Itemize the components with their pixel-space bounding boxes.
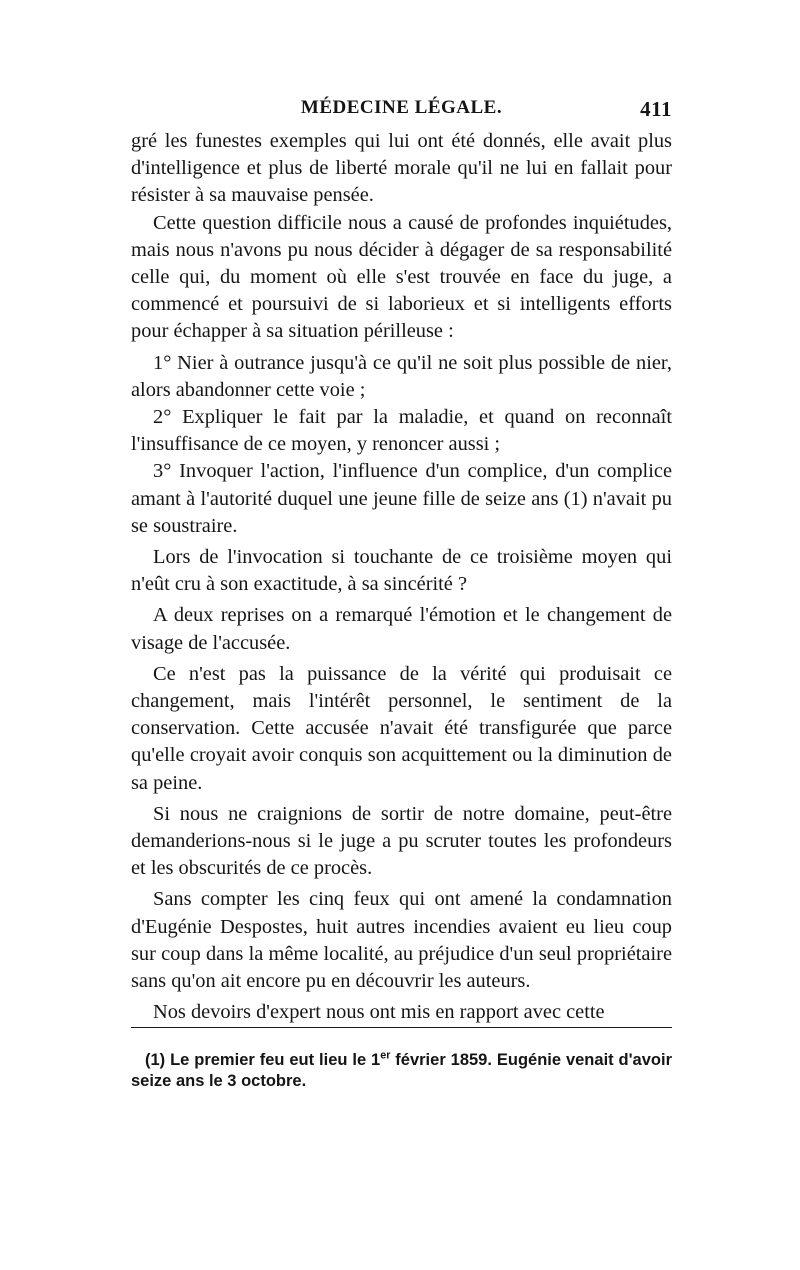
paragraph: Si nous ne craignions de sortir de notre domaine, peut-être demanderions-nous si le juge a pu scruter toutes les profondeurs et les obscurités de ce procès. (131, 802, 672, 880)
footnote-reference: (1) (563, 487, 588, 510)
running-title: MÉDECINE LÉGALE. (300, 97, 503, 118)
page-header (131, 97, 672, 125)
paragraph: A deux reprises on a remarqué l'émotion et le changement de visage de l'accusée. (131, 604, 672, 654)
paragraph: Sans compter les cinq feux qui ont amené la condamnation d'Eugénie Despostes, huit autres incendies avaient eu lieu coup sur coup dans la même localité, au préjudice d'un seul propriétaire sans qu'on ait encore pu en découvrir les auteurs. (131, 888, 672, 993)
paragraph-continuation: gré les funestes exemples qui lui ont été donnés, elle avait plus d'intelligence et plus de liberté morale qu'il ne lui en fallait pour résister à sa mauvaise pensée. (131, 130, 672, 207)
footnote-text: Le premier feu eut lieu le 1 (165, 1051, 381, 1069)
list-item-1: 1° Nier à outrance jusqu'à ce qu'il ne soit plus possible de nier, alors abandonner cette voie ; (131, 351, 672, 401)
page-number: 411 (640, 97, 672, 121)
footnote-superscript: er (380, 1049, 391, 1062)
list-item-3-end: n'avait pu se soustraire. (131, 487, 672, 537)
paragraph: Lors de l'invocation si touchante de ce troisième moyen qui n'eût cru à son exactitude, à sa sincérité ? (131, 546, 672, 596)
paragraph: Nos devoirs d'expert nous ont mis en rapport avec cette (153, 1001, 605, 1024)
paragraph: Ce n'est pas la puissance de la vérité qui produisait ce changement, mais l'intérêt personnel, le sentiment de la conservation. Cette accusée n'avait été transfigurée que parce qu'elle croyait avoir conquis son acquittement ou la diminution de sa peine. (131, 662, 672, 794)
list-item-3-text: 3° Invoquer l'action, l'influence d'un complice, d'un complice amant à l'autorité duquel une jeune fille de seize ans (131, 460, 672, 510)
list-item-2: 2° Expliquer le fait par la maladie, et quand on reconnaît l'insuffisance de ce moyen, y renoncer aussi ; (131, 406, 672, 456)
footnote-text-end: février 1859. Eugénie venait d'avoir seize ans le 3 octobre. (131, 1051, 672, 1090)
body-text (131, 128, 672, 1027)
list-item-3 (131, 458, 672, 540)
paragraph: Cette question difficile nous a causé de profondes inquiétudes, mais nous n'avons pu nous décider à dégager de sa responsabilité celle qui, du moment où elle s'est trouvée en face du juge, a commencé et poursuivi de si laborieux et si intelligents efforts pour échapper à sa situation périlleuse : (131, 211, 672, 343)
footnote (131, 1050, 672, 1092)
footnote-divider (131, 1027, 672, 1028)
footnote-marker: (1) (145, 1051, 166, 1069)
